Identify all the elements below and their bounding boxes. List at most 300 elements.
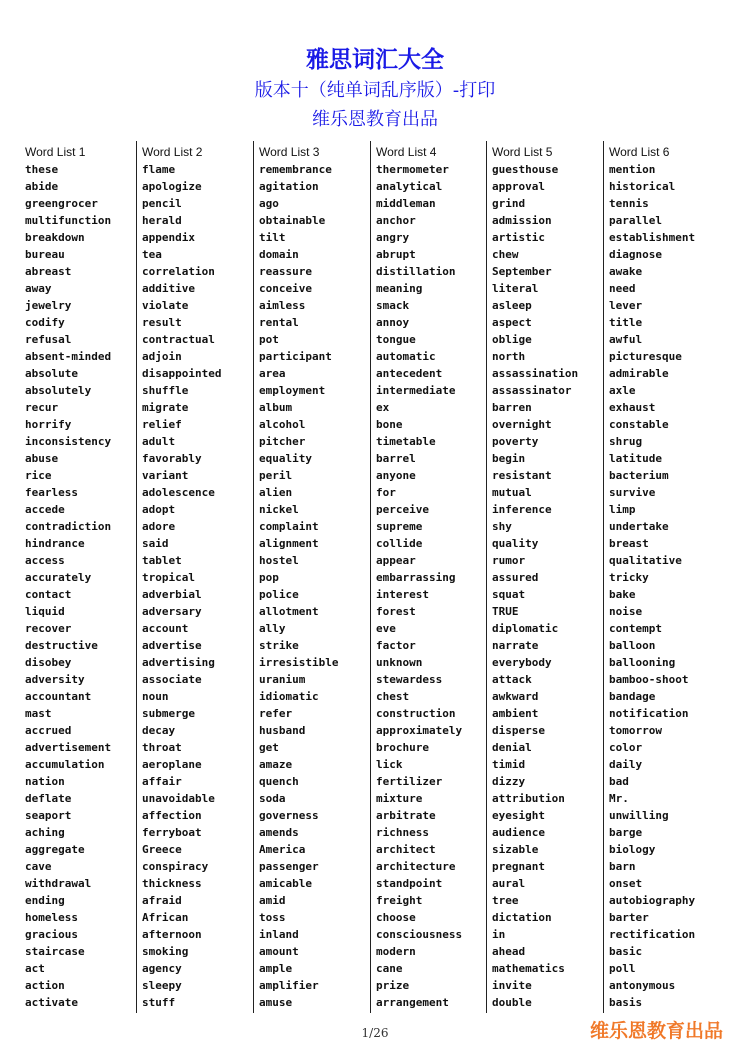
word-list-heading: Word List 5 [492, 145, 553, 159]
vocabulary-word: richness [376, 826, 429, 839]
vocabulary-word: automatic [376, 350, 436, 363]
vocabulary-word: alien [259, 486, 293, 499]
vocabulary-word: consciousness [376, 928, 463, 941]
vocabulary-word: amount [259, 945, 299, 958]
vocabulary-word: Mr. [609, 792, 629, 805]
vocabulary-word: disobey [25, 656, 72, 669]
vocabulary-word: police [259, 588, 299, 601]
vocabulary-word: rice [25, 469, 52, 482]
vocabulary-word: ballooning [609, 656, 676, 669]
vocabulary-word: destructive [25, 639, 98, 652]
vocabulary-word: ending [25, 894, 65, 907]
vocabulary-word: barren [492, 401, 532, 414]
vocabulary-word: associate [142, 673, 202, 686]
vocabulary-word: aching [25, 826, 65, 839]
vocabulary-word: ex [376, 401, 390, 414]
vocabulary-word: amplifier [259, 979, 319, 992]
vocabulary-word: chew [492, 248, 519, 261]
vocabulary-word: biology [609, 843, 656, 856]
vocabulary-word: ahead [492, 945, 526, 958]
vocabulary-word: constable [609, 418, 669, 431]
vocabulary-word: act [25, 962, 45, 975]
vocabulary-word: September [492, 265, 552, 278]
vocabulary-word: migrate [142, 401, 189, 414]
word-list-column [25, 144, 111, 1014]
vocabulary-word: tea [142, 248, 162, 261]
vocabulary-word: choose [376, 911, 416, 924]
vocabulary-word: activate [25, 996, 78, 1009]
vocabulary-word: latitude [609, 452, 662, 465]
vocabulary-word: herald [142, 214, 182, 227]
vocabulary-word: picturesque [609, 350, 682, 363]
vocabulary-word: participant [259, 350, 332, 363]
vocabulary-word: employment [259, 384, 326, 397]
vocabulary-word: need [609, 282, 636, 295]
vocabulary-word: arrangement [376, 996, 449, 1009]
vocabulary-word: inland [259, 928, 299, 941]
vocabulary-word: ago [259, 197, 279, 210]
vocabulary-word: quench [259, 775, 299, 788]
vocabulary-word: amuse [259, 996, 293, 1009]
vocabulary-word: absolutely [25, 384, 92, 397]
vocabulary-word: timetable [376, 435, 436, 448]
vocabulary-word: irresistible [259, 656, 339, 669]
vocabulary-word: for [376, 486, 396, 499]
word-list-grid [0, 144, 750, 1014]
vocabulary-word: disperse [492, 724, 545, 737]
vocabulary-word: recur [25, 401, 59, 414]
vocabulary-word: adopt [142, 503, 176, 516]
vocabulary-word: husband [259, 724, 306, 737]
vocabulary-word: said [142, 537, 169, 550]
vocabulary-word: album [259, 401, 293, 414]
vocabulary-word: mathematics [492, 962, 565, 975]
vocabulary-word: inference [492, 503, 552, 516]
vocabulary-word: overnight [492, 418, 552, 431]
vocabulary-word: additive [142, 282, 195, 295]
vocabulary-word: get [259, 741, 279, 754]
vocabulary-word: remembrance [259, 163, 332, 176]
vocabulary-word: decay [142, 724, 176, 737]
vocabulary-word: bamboo-shoot [609, 673, 689, 686]
vocabulary-word: title [609, 316, 643, 329]
vocabulary-word: equality [259, 452, 312, 465]
word-list-column [609, 144, 695, 1014]
vocabulary-word: tropical [142, 571, 195, 584]
vocabulary-word: daily [609, 758, 643, 771]
vocabulary-word: ample [259, 962, 293, 975]
vocabulary-word: action [25, 979, 65, 992]
vocabulary-word: qualitative [609, 554, 682, 567]
vocabulary-word: nickel [259, 503, 299, 516]
vocabulary-word: bacterium [609, 469, 669, 482]
vocabulary-word: dictation [492, 911, 552, 924]
word-list-heading: Word List 3 [259, 145, 320, 159]
vocabulary-word: barn [609, 860, 636, 873]
vocabulary-word: brochure [376, 741, 429, 754]
vocabulary-word: tilt [259, 231, 286, 244]
document-title: 雅思词汇大全 [306, 47, 444, 73]
vocabulary-word: contradiction [25, 520, 112, 533]
vocabulary-word: artistic [492, 231, 545, 244]
vocabulary-word: attribution [492, 792, 565, 805]
word-list-heading: Word List 1 [25, 145, 86, 159]
vocabulary-word: alignment [259, 537, 319, 550]
vocabulary-word: affection [142, 809, 202, 822]
vocabulary-word: standpoint [376, 877, 443, 890]
vocabulary-word: balloon [609, 639, 656, 652]
vocabulary-word: ferryboat [142, 826, 202, 839]
vocabulary-word: tricky [609, 571, 649, 584]
vocabulary-word: noise [609, 605, 643, 618]
vocabulary-word: nation [25, 775, 65, 788]
vocabulary-word: in [492, 928, 506, 941]
vocabulary-word: lick [376, 758, 403, 771]
vocabulary-word: barter [609, 911, 649, 924]
vocabulary-word: distillation [376, 265, 456, 278]
vocabulary-word: accumulation [25, 758, 105, 771]
vocabulary-word: unknown [376, 656, 423, 669]
vocabulary-word: intermediate [376, 384, 456, 397]
vocabulary-word: axle [609, 384, 636, 397]
vocabulary-word: awake [609, 265, 643, 278]
vocabulary-word: tomorrow [609, 724, 662, 737]
vocabulary-word: amends [259, 826, 299, 839]
vocabulary-word: affair [142, 775, 182, 788]
vocabulary-word: limp [609, 503, 636, 516]
vocabulary-word: away [25, 282, 52, 295]
vocabulary-word: rumor [492, 554, 526, 567]
vocabulary-word: basic [609, 945, 643, 958]
vocabulary-word: approval [492, 180, 545, 193]
vocabulary-word: unwilling [609, 809, 669, 822]
vocabulary-word: violate [142, 299, 189, 312]
vocabulary-word: timid [492, 758, 526, 771]
vocabulary-word: thickness [142, 877, 202, 890]
vocabulary-word: cane [376, 962, 403, 975]
vocabulary-word: lever [609, 299, 643, 312]
vocabulary-word: grind [492, 197, 526, 210]
vocabulary-word: embarrassing [376, 571, 456, 584]
vocabulary-word: sleepy [142, 979, 182, 992]
vocabulary-word: antecedent [376, 367, 443, 380]
vocabulary-word: collide [376, 537, 423, 550]
vocabulary-word: obtainable [259, 214, 326, 227]
vocabulary-word: conspiracy [142, 860, 209, 873]
vocabulary-word: pop [259, 571, 279, 584]
vocabulary-word: admirable [609, 367, 669, 380]
vocabulary-word: afraid [142, 894, 182, 907]
vocabulary-word: denial [492, 741, 532, 754]
vocabulary-word: approximately [376, 724, 463, 737]
vocabulary-word: pitcher [259, 435, 306, 448]
vocabulary-word: bandage [609, 690, 656, 703]
word-list-column [259, 144, 338, 1014]
vocabulary-word: agitation [259, 180, 319, 193]
vocabulary-word: absent-minded [25, 350, 112, 363]
vocabulary-word: audience [492, 826, 545, 839]
vocabulary-word: accurately [25, 571, 92, 584]
vocabulary-word: breast [609, 537, 649, 550]
vocabulary-word: codify [25, 316, 65, 329]
vocabulary-word: afternoon [142, 928, 202, 941]
vocabulary-word: passenger [259, 860, 319, 873]
vocabulary-word: diagnose [609, 248, 662, 261]
vocabulary-word: relief [142, 418, 182, 431]
vocabulary-word: north [492, 350, 526, 363]
vocabulary-word: tablet [142, 554, 182, 567]
vocabulary-word: poll [609, 962, 636, 975]
vocabulary-word: alcohol [259, 418, 306, 431]
vocabulary-word: eve [376, 622, 396, 635]
vocabulary-word: contempt [609, 622, 662, 635]
vocabulary-word: attack [492, 673, 532, 686]
vocabulary-word: throat [142, 741, 182, 754]
vocabulary-word: thermometer [376, 163, 449, 176]
vocabulary-word: poverty [492, 435, 539, 448]
vocabulary-word: governess [259, 809, 319, 822]
vocabulary-word: architect [376, 843, 436, 856]
vocabulary-word: quality [492, 537, 539, 550]
vocabulary-word: favorably [142, 452, 202, 465]
vocabulary-word: undertake [609, 520, 669, 533]
vocabulary-word: advertising [142, 656, 215, 669]
vocabulary-word: mutual [492, 486, 532, 499]
vocabulary-word: advertisement [25, 741, 112, 754]
vocabulary-word: awful [609, 333, 643, 346]
word-list-column [492, 144, 578, 1014]
vocabulary-word: establishment [609, 231, 696, 244]
vocabulary-word: freight [376, 894, 423, 907]
vocabulary-word: gracious [25, 928, 78, 941]
vocabulary-word: disappointed [142, 367, 222, 380]
vocabulary-word: factor [376, 639, 416, 652]
vocabulary-word: recover [25, 622, 72, 635]
vocabulary-word: hindrance [25, 537, 85, 550]
vocabulary-word: bake [609, 588, 636, 601]
vocabulary-word: bad [609, 775, 629, 788]
vocabulary-word: horrify [25, 418, 72, 431]
vocabulary-word: TRUE [492, 605, 519, 618]
vocabulary-word: reassure [259, 265, 312, 278]
vocabulary-word: amaze [259, 758, 293, 771]
vocabulary-word: interest [376, 588, 429, 601]
word-list-heading: Word List 6 [609, 145, 670, 159]
vocabulary-word: abuse [25, 452, 59, 465]
vocabulary-word: onset [609, 877, 643, 890]
vocabulary-word: adversary [142, 605, 202, 618]
vocabulary-word: refusal [25, 333, 72, 346]
vocabulary-word: tongue [376, 333, 416, 346]
vocabulary-word: double [492, 996, 532, 1009]
vocabulary-word: abreast [25, 265, 72, 278]
vocabulary-word: shy [492, 520, 512, 533]
vocabulary-word: oblige [492, 333, 532, 346]
vocabulary-word: abide [25, 180, 59, 193]
vocabulary-word: adore [142, 520, 176, 533]
vocabulary-word: adolescence [142, 486, 215, 499]
vocabulary-word: mast [25, 707, 52, 720]
vocabulary-word: deflate [25, 792, 72, 805]
vocabulary-word: guesthouse [492, 163, 559, 176]
vocabulary-word: assassination [492, 367, 579, 380]
vocabulary-word: aggregate [25, 843, 85, 856]
vocabulary-word: variant [142, 469, 189, 482]
vocabulary-word: barge [609, 826, 643, 839]
vocabulary-word: stuff [142, 996, 176, 1009]
vocabulary-word: modern [376, 945, 416, 958]
vocabulary-word: narrate [492, 639, 539, 652]
vocabulary-word: amicable [259, 877, 312, 890]
vocabulary-word: greengrocer [25, 197, 98, 210]
vocabulary-word: account [142, 622, 189, 635]
vocabulary-word: pregnant [492, 860, 545, 873]
vocabulary-word: antonymous [609, 979, 676, 992]
vocabulary-word: smack [376, 299, 410, 312]
vocabulary-word: construction [376, 707, 456, 720]
vocabulary-word: contractual [142, 333, 215, 346]
vocabulary-word: Greece [142, 843, 182, 856]
vocabulary-word: accountant [25, 690, 92, 703]
vocabulary-word: squat [492, 588, 526, 601]
vocabulary-word: architecture [376, 860, 456, 873]
vocabulary-word: ally [259, 622, 286, 635]
vocabulary-word: fearless [25, 486, 78, 499]
vocabulary-word: exhaust [609, 401, 656, 414]
vocabulary-word: conceive [259, 282, 312, 295]
vocabulary-word: cave [25, 860, 52, 873]
vocabulary-word: assured [492, 571, 539, 584]
vocabulary-word: admission [492, 214, 552, 227]
vocabulary-word: prize [376, 979, 410, 992]
vocabulary-word: absolute [25, 367, 78, 380]
vocabulary-word: appendix [142, 231, 195, 244]
vocabulary-word: apologize [142, 180, 202, 193]
vocabulary-word: hostel [259, 554, 299, 567]
vocabulary-word: mention [609, 163, 656, 176]
vocabulary-word: everybody [492, 656, 552, 669]
vocabulary-word: amid [259, 894, 286, 907]
vocabulary-word: angry [376, 231, 410, 244]
vocabulary-word: aspect [492, 316, 532, 329]
vocabulary-word: rental [259, 316, 299, 329]
vocabulary-word: access [25, 554, 65, 567]
vocabulary-word: diplomatic [492, 622, 559, 635]
vocabulary-word: sizable [492, 843, 539, 856]
vocabulary-word: meaning [376, 282, 423, 295]
vocabulary-word: contact [25, 588, 72, 601]
vocabulary-word: barrel [376, 452, 416, 465]
vocabulary-word: survive [609, 486, 656, 499]
vocabulary-word: appear [376, 554, 416, 567]
vocabulary-word: notification [609, 707, 689, 720]
vocabulary-word: liquid [25, 605, 65, 618]
vocabulary-word: staircase [25, 945, 85, 958]
vocabulary-word: breakdown [25, 231, 85, 244]
vocabulary-word: analytical [376, 180, 443, 193]
vocabulary-word: America [259, 843, 306, 856]
vocabulary-word: adult [142, 435, 176, 448]
vocabulary-word: shrug [609, 435, 643, 448]
vocabulary-word: pot [259, 333, 279, 346]
vocabulary-word: refer [259, 707, 293, 720]
vocabulary-word: aimless [259, 299, 306, 312]
vocabulary-word: perceive [376, 503, 429, 516]
vocabulary-word: seaport [25, 809, 72, 822]
publisher-line: 维乐恩教育出品 [312, 109, 438, 130]
vocabulary-word: advertise [142, 639, 202, 652]
vocabulary-word: shuffle [142, 384, 189, 397]
vocabulary-word: complaint [259, 520, 319, 533]
vocabulary-word: forest [376, 605, 416, 618]
vocabulary-word: result [142, 316, 182, 329]
vocabulary-word: anyone [376, 469, 416, 482]
vocabulary-word: adverbial [142, 588, 202, 601]
vocabulary-word: arbitrate [376, 809, 436, 822]
vocabulary-word: pencil [142, 197, 182, 210]
vocabulary-word: aural [492, 877, 526, 890]
vocabulary-word: smoking [142, 945, 189, 958]
vocabulary-word: assassinator [492, 384, 572, 397]
vocabulary-word: withdrawal [25, 877, 92, 890]
vocabulary-word: idiomatic [259, 690, 319, 703]
vocabulary-word: submerge [142, 707, 195, 720]
vocabulary-word: bureau [25, 248, 65, 261]
vocabulary-word: toss [259, 911, 286, 924]
vocabulary-word: inconsistency [25, 435, 112, 448]
vocabulary-word: begin [492, 452, 526, 465]
vocabulary-word: literal [492, 282, 539, 295]
vocabulary-word: dizzy [492, 775, 526, 788]
vocabulary-word: accrued [25, 724, 72, 737]
vocabulary-word: middleman [376, 197, 436, 210]
word-list-heading: Word List 4 [376, 145, 437, 159]
vocabulary-word: unavoidable [142, 792, 215, 805]
vocabulary-word: awkward [492, 690, 539, 703]
vocabulary-word: correlation [142, 265, 215, 278]
vocabulary-word: basis [609, 996, 643, 1009]
vocabulary-word: noun [142, 690, 169, 703]
word-list-column [376, 144, 462, 1014]
vocabulary-word: flame [142, 163, 176, 176]
vocabulary-word: eyesight [492, 809, 545, 822]
vocabulary-word: autobiography [609, 894, 696, 907]
vocabulary-word: annoy [376, 316, 410, 329]
vocabulary-word: peril [259, 469, 293, 482]
vocabulary-word: asleep [492, 299, 532, 312]
vocabulary-word: adversity [25, 673, 85, 686]
vocabulary-word: resistant [492, 469, 552, 482]
document-subtitle: 版本十（纯单词乱序版）-打印 [254, 80, 496, 101]
vocabulary-word: tree [492, 894, 519, 907]
vocabulary-word: jewelry [25, 299, 72, 312]
vocabulary-word: ambient [492, 707, 539, 720]
vocabulary-word: accede [25, 503, 65, 516]
vocabulary-word: agency [142, 962, 182, 975]
vocabulary-word: supreme [376, 520, 423, 533]
vocabulary-word: invite [492, 979, 532, 992]
vocabulary-word: allotment [259, 605, 319, 618]
vocabulary-word: abrupt [376, 248, 416, 261]
vocabulary-word: adjoin [142, 350, 182, 363]
vocabulary-word: color [609, 741, 643, 754]
vocabulary-word: multifunction [25, 214, 112, 227]
vocabulary-word: strike [259, 639, 299, 652]
word-list-column [142, 144, 221, 1014]
vocabulary-word: chest [376, 690, 410, 703]
vocabulary-word: African [142, 911, 189, 924]
vocabulary-word: mixture [376, 792, 423, 805]
